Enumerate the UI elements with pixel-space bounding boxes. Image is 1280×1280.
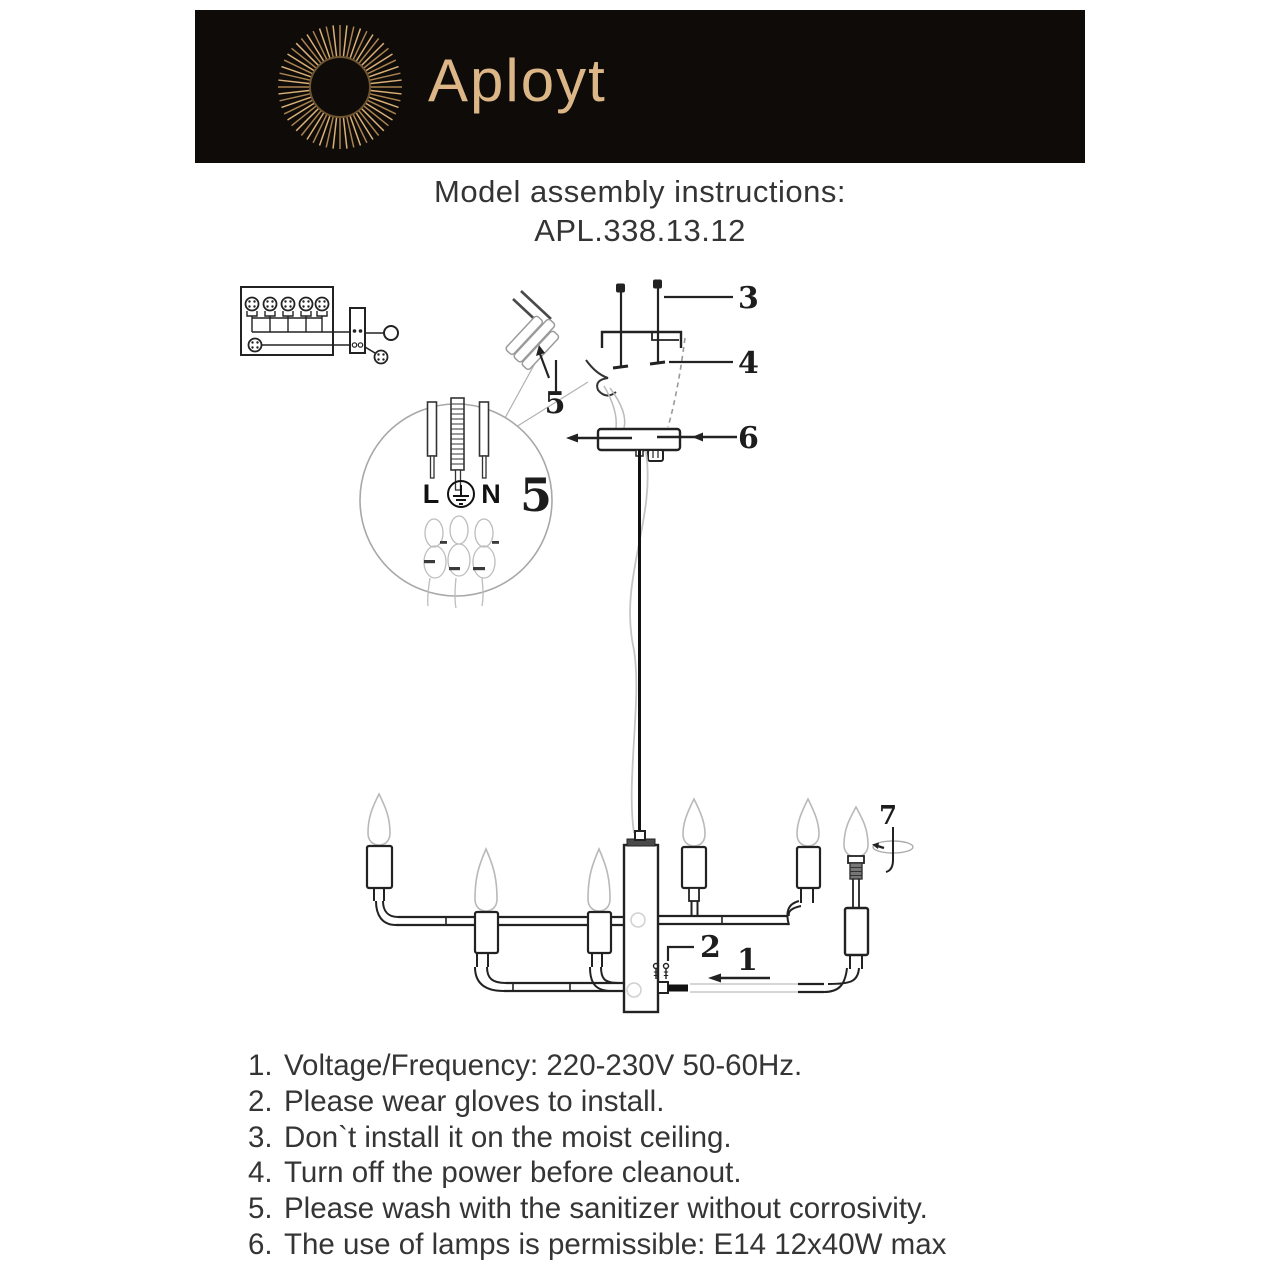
suspension-rod (630, 450, 648, 833)
page-title: Model assembly instructions: (434, 174, 846, 209)
wiring-detail-circle (360, 398, 552, 608)
callout-5 (536, 345, 565, 421)
callout-3 (664, 281, 759, 316)
item-number: 6. (248, 1227, 273, 1261)
brand-logo-text: Aployt (428, 47, 607, 114)
item-number: 3. (248, 1120, 273, 1154)
item-text: The use of lamps is permissible: E14 12x40W max (284, 1227, 947, 1261)
list-item (248, 1227, 1098, 1263)
sunburst-logo-icon (278, 25, 402, 149)
ceiling-mount (602, 280, 685, 427)
assembly-diagram (190, 260, 1090, 1050)
callout-7-label: 7 (879, 801, 898, 831)
candle-bulbs (368, 794, 868, 911)
item-text: Voltage/Frequency: 220-230V 50-60Hz. (284, 1049, 803, 1082)
instructions-list (248, 1048, 1098, 1263)
list-item (248, 1120, 1098, 1156)
chandelier (367, 794, 868, 1012)
brand-banner (195, 10, 1085, 163)
item-number: 2. (248, 1084, 273, 1118)
banner-decoration (195, 10, 1085, 163)
item-text: Please wash with the sanitizer without corrosivity. (284, 1192, 928, 1226)
e14-bulb-base (848, 856, 864, 908)
item-text: Please wear gloves to install. (284, 1084, 665, 1118)
callout-5-label: 5 (544, 386, 566, 421)
candle-sockets (367, 846, 868, 955)
callout-7 (872, 801, 913, 872)
list-item (248, 1084, 1098, 1120)
callout-4-label: 4 (738, 346, 759, 381)
list-item (248, 1155, 1098, 1191)
label-neutral-wire: N (481, 479, 501, 509)
terminal-block-diagram (241, 287, 398, 364)
ceiling-canopy (566, 421, 759, 461)
label-live-wire: L (422, 479, 440, 509)
title-block (0, 174, 1280, 249)
item-text: Don`t install it on the moist ceiling. (284, 1120, 732, 1154)
callout-3-label: 3 (738, 281, 759, 316)
callout-2-label: 2 (700, 930, 721, 965)
item-text: Turn off the power before cleanout. (284, 1156, 742, 1190)
callout-6-label: 6 (738, 421, 759, 456)
detail-number-large: 5 (520, 468, 553, 522)
item-number: 5. (248, 1192, 273, 1226)
item-number: 4. (248, 1156, 273, 1190)
model-number: APL.338.13.12 (534, 213, 746, 248)
list-item (248, 1191, 1098, 1227)
item-number: 1. (248, 1049, 273, 1082)
list-item (248, 1048, 1098, 1084)
callout-1-label: 1 (737, 943, 758, 978)
callout-2 (654, 930, 721, 979)
